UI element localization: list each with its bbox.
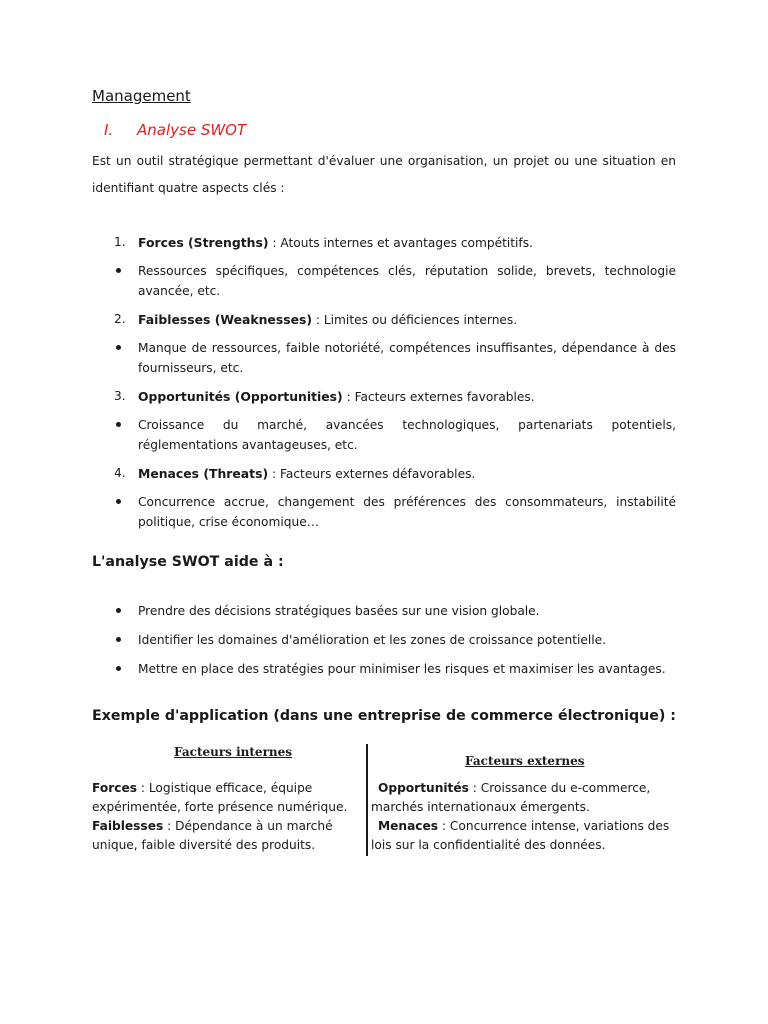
aide-item-text: Mettre en place des stratégies pour minimiser les risques et maximiser les avantages. bbox=[138, 662, 666, 676]
section-heading bbox=[104, 120, 246, 140]
swot-label: Forces (Strengths) bbox=[138, 235, 269, 250]
swot-detail-text: Ressources spécifiques, compétences clés, réputation solide, brevets, technologie avancée, etc. bbox=[138, 264, 676, 298]
faiblesses-label: Faiblesses bbox=[92, 819, 164, 833]
aide-item-text: Prendre des décisions stratégiques basées sur une vision globale. bbox=[138, 604, 540, 618]
faiblesses-cell bbox=[92, 817, 362, 854]
aide-item-text: Identifier les domaines d'amélioration et les zones de croissance potentielle. bbox=[138, 633, 607, 647]
bullet-icon bbox=[116, 268, 121, 273]
forces-label: Forces bbox=[92, 781, 137, 795]
swot-desc: : Facteurs externes défavorables. bbox=[268, 467, 476, 481]
bullet-icon bbox=[116, 608, 121, 613]
example-heading: Exemple d'application (dans une entreprise de commerce électronique) : bbox=[92, 708, 676, 724]
menaces-label: Menaces bbox=[378, 819, 439, 833]
swot-desc: : Facteurs externes favorables. bbox=[342, 390, 535, 404]
column-divider bbox=[366, 744, 368, 856]
intro-paragraph: Est un outil stratégique permettant d'évaluer une organisation, un projet ou une situation en identifiant quatre aspects clés : bbox=[92, 154, 676, 195]
list-number: 4. bbox=[114, 466, 126, 480]
bullet-icon bbox=[116, 499, 121, 504]
faiblesses-text: : Dépendance à un marché unique, faible diversité des produits. bbox=[92, 819, 333, 852]
internal-factors-header: Facteurs internes bbox=[174, 745, 293, 759]
section-title-text: Analyse SWOT bbox=[137, 121, 247, 139]
opportunites-label: Opportunités bbox=[378, 781, 469, 795]
aide-heading: L'analyse SWOT aide à : bbox=[92, 554, 284, 570]
menaces-cell bbox=[371, 817, 676, 854]
swot-detail-text: Concurrence accrue, changement des préférences des consommateurs, instabilité politique, crise économique… bbox=[138, 495, 676, 529]
bullet-icon bbox=[116, 345, 121, 350]
bullet-icon bbox=[116, 637, 121, 642]
page-title: Management bbox=[92, 87, 191, 105]
forces-text: : Logistique efficace, équipe expérimentée, forte présence numérique. bbox=[92, 781, 348, 814]
swot-detail-text: Manque de ressources, faible notoriété, compétences insuffisantes, dépendance à des fournisseurs, etc. bbox=[138, 341, 676, 375]
external-factors-header: Facteurs externes bbox=[465, 754, 585, 768]
list-number: 1. bbox=[114, 235, 126, 249]
opportunites-text: : Croissance du e-commerce, marchés internationaux émergents. bbox=[371, 781, 651, 814]
list-number: 3. bbox=[114, 389, 126, 403]
swot-label: Faiblesses (Weaknesses) bbox=[138, 312, 313, 327]
document-page bbox=[92, 86, 676, 852]
opportunites-cell bbox=[371, 779, 676, 816]
bullet-icon bbox=[116, 666, 121, 671]
forces-cell bbox=[92, 779, 362, 816]
swot-desc: : Limites ou déficiences internes. bbox=[312, 313, 518, 327]
swot-detail-text: Croissance du marché, avancées technologiques, partenariats potentiels, réglementations avantageuses, etc. bbox=[138, 418, 676, 452]
swot-label: Menaces (Threats) bbox=[138, 466, 269, 481]
bullet-icon bbox=[116, 422, 121, 427]
swot-desc: : Atouts internes et avantages compétitifs. bbox=[268, 236, 533, 250]
list-number: 2. bbox=[114, 312, 126, 326]
section-number: I. bbox=[104, 121, 114, 139]
swot-label: Opportunités (Opportunities) bbox=[138, 389, 343, 404]
menaces-text: : Concurrence intense, variations des lois sur la confidentialité des données. bbox=[371, 819, 670, 852]
